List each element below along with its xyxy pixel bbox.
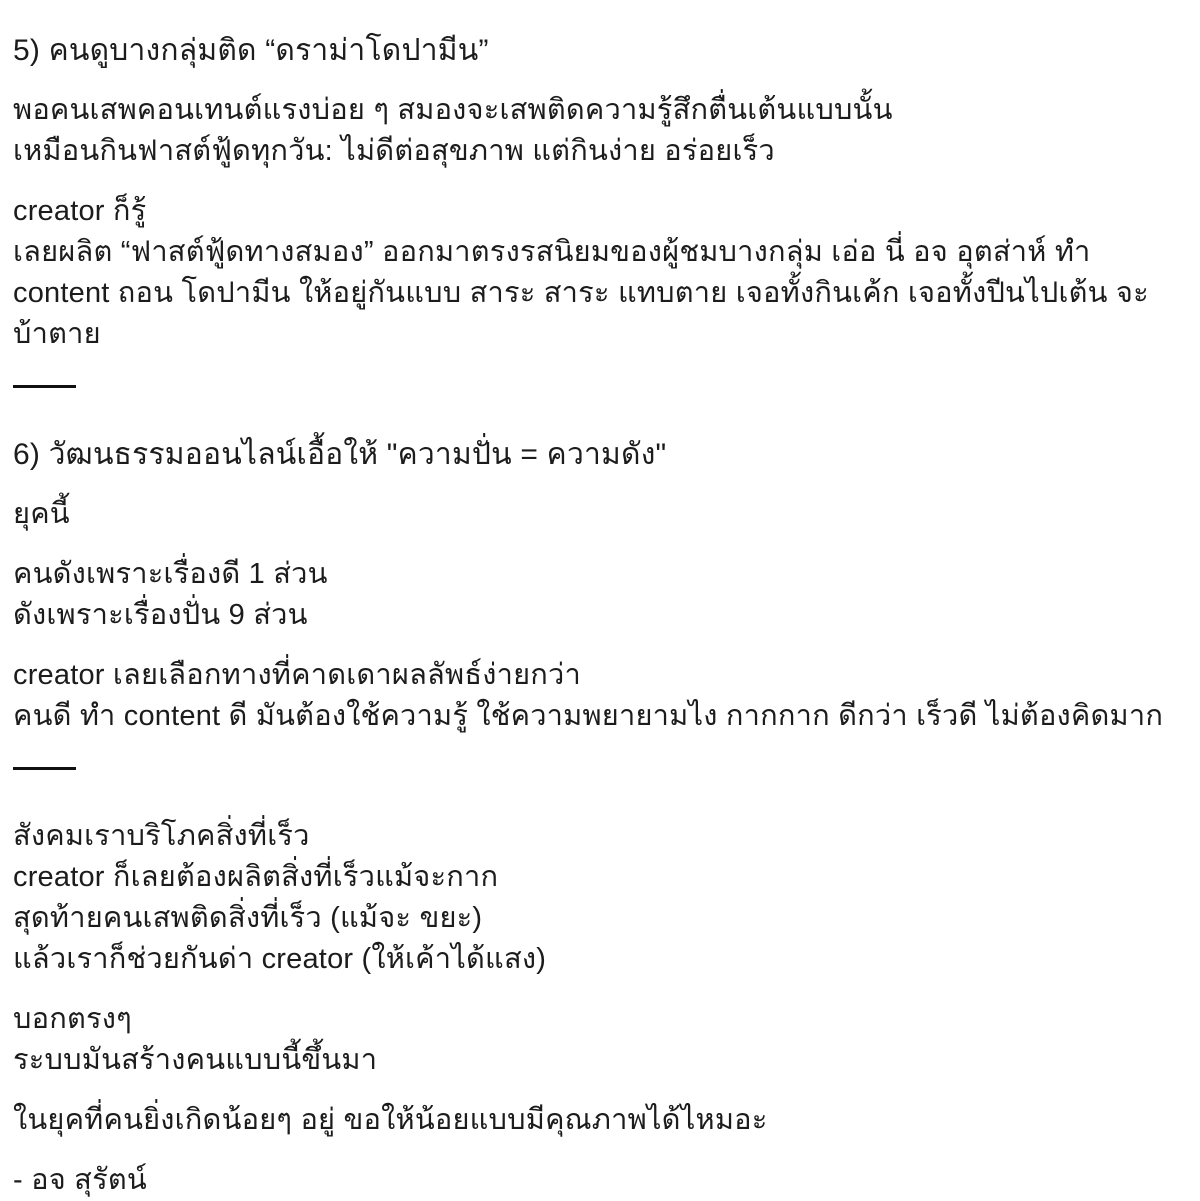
section-heading-6 bbox=[13, 434, 1186, 475]
paragraph-fame-ratio bbox=[13, 554, 1186, 636]
heading-line: 6) วัฒนธรรมออนไลน์เอื้อให้ "ความปั่น = ความดัง" bbox=[13, 438, 667, 471]
text-line: ระบบมันสร้างคนแบบนี้ขึ้นมา bbox=[13, 1044, 378, 1076]
text-line: คนดังเพราะเรื่องดี 1 ส่วน bbox=[13, 558, 328, 590]
text-line: สังคมเราบริโภคสิ่งที่เร็ว bbox=[13, 820, 310, 852]
text-line: creator ก็เลยต้องผลิตสิ่งที่เร็วแม้จะกาก bbox=[13, 861, 499, 893]
text-line: สุดท้ายคนเสพติดสิ่งที่เร็ว (แม้จะ ขยะ) bbox=[13, 902, 483, 934]
paragraph-dopamine-addiction bbox=[13, 90, 1186, 172]
section-divider bbox=[13, 767, 76, 770]
text-line: พอคนเสพคอนเทนต์แรงบ่อย ๆ สมองจะเสพติดความรู้สึกตื่นเต้นแบบนั้น bbox=[13, 94, 893, 126]
text-line: ในยุคที่คนยิ่งเกิดน้อยๆ อยู่ ขอให้น้อยแบบมีคุณภาพได้ไหมอะ bbox=[13, 1104, 768, 1136]
text-line: ดังเพราะเรื่องปั่น 9 ส่วน bbox=[13, 599, 308, 631]
paragraph-society-consumes-fast bbox=[13, 816, 1186, 980]
text-line: creator เลยเลือกทางที่คาดเดาผลลัพธ์ง่ายกว่า bbox=[13, 659, 581, 691]
paragraph-creator-knows bbox=[13, 191, 1186, 355]
text-line: บอกตรงๆ bbox=[13, 1003, 132, 1035]
text-line: content ถอน โดปามีน ให้อยู่กันแบบ สาระ สาระ แทบตาย เจอทั้งกินเค้ก เจอทั้งปีนไปเต้น จะ bbox=[13, 277, 1149, 309]
paragraph-quality-wish bbox=[13, 1100, 1186, 1141]
text-line: creator ก็รู้ bbox=[13, 195, 147, 227]
heading-line: 5) คนดูบางกลุ่มติด “ดราม่าโดปามีน” bbox=[13, 34, 489, 67]
text-line: แล้วเราก็ช่วยกันด่า creator (ให้เค้าได้แสง) bbox=[13, 943, 547, 975]
text-line: ยุคนี้ bbox=[13, 498, 70, 530]
text-line: เลยผลิต “ฟาสต์ฟู้ดทางสมอง” ออกมาตรงรสนิยมของผู้ชมบางกลุ่ม เอ่อ นี่ อจ อุตส่าห์ ทำ bbox=[13, 236, 1091, 268]
text-line: เหมือนกินฟาสต์ฟู้ดทุกวัน: ไม่ดีต่อสุขภาพ แต่กินง่าย อร่อยเร็ว bbox=[13, 135, 775, 167]
text-line: บ้าตาย bbox=[13, 318, 101, 350]
signature-line: - อจ สุรัตน์ bbox=[13, 1164, 147, 1196]
signature bbox=[13, 1160, 1186, 1201]
section-heading-5 bbox=[13, 30, 1186, 71]
paragraph-this-era bbox=[13, 494, 1186, 535]
section-divider bbox=[13, 385, 76, 388]
text-line: คนดี ทำ content ดี มันต้องใช้ความรู้ ใช้ความพยายามไง กากกาก ดีกว่า เร็วดี ไม่ต้องคิดมาก bbox=[13, 700, 1164, 732]
paragraph-creator-choice bbox=[13, 655, 1186, 737]
paragraph-honest-statement bbox=[13, 999, 1186, 1081]
document-content bbox=[13, 30, 1186, 1201]
